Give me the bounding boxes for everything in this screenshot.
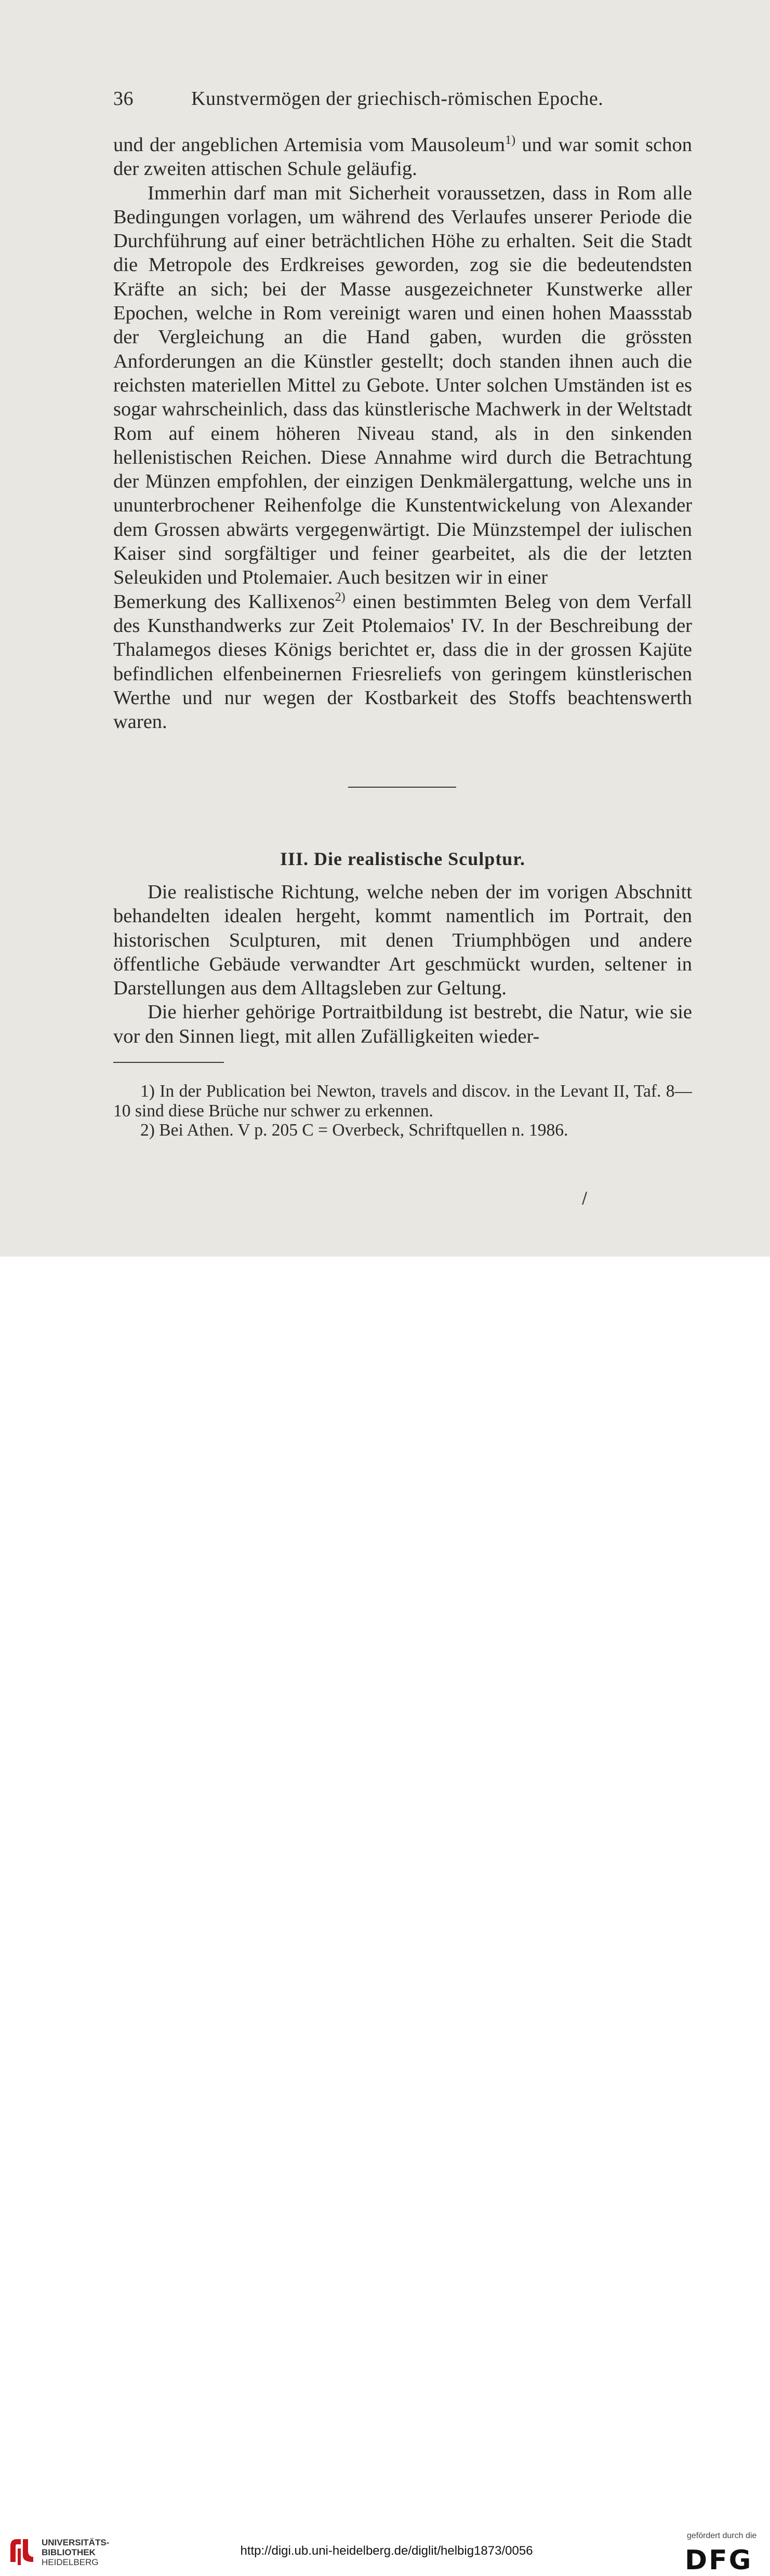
footnote-rule [113, 1062, 224, 1063]
page-number: 36 [113, 88, 134, 110]
funding-caption: gefördert durch die [687, 2531, 757, 2540]
paragraph-text: einen bestimmten Beleg von dem Verfall des Kunsthandwerks zur Zeit Ptolemaios' IV. In der Beschreibung der Thalamegos dieses Königs berichtet er, dass die in der grossen Kajüte befindlichen elfenbeinernen Friesreliefs von geringem künstlerischen Werthe und nur wegen der Kostbarkeit des Stoffs beachtenswerth waren. [113, 590, 693, 733]
paragraph-text: und der angeblichen Artemisia vom Mausoleum [113, 134, 506, 156]
footnote-mark: 1) [140, 1082, 155, 1101]
digitization-footer [0, 1257, 770, 2576]
university-library-logo-icon [7, 2535, 36, 2566]
dfg-logo: DFG [685, 2545, 753, 2576]
paragraph: Immerhin darf man mit Sicherheit voraussetzen, dass in Rom alle Bedingungen vorlagen, um während des Verlaufes unserer Periode die Durchführung auf einer beträchtlichen Höhe zu erhalten. Seit die Stadt die Metropole des Erdkreises geworden, zog sie die bedeutendsten Kräfte an sich; bei der Masse ausgezeichneter Kunstwerke aller Epochen, welche in Rom vereinigt waren und einen hohen Maassstab der Vergleichung an die Hand gaben, wurden die grössten Anforderungen an die Künstler gestellt; doch standen ihnen auch die reichsten materiellen Mittel zu Gebote. Unter solchen Umständen ist es sogar wahrscheinlich, dass das künstlerische Machwerk in der Weltstadt Rom auf einem höheren Niveau stand, als in den sinkenden hellenistischen Reichen. Diese Annahme wird durch die Betrachtung der Münzen empfohlen, der einzigen Denkmälergattung, welche uns in ununterbrochener Reihenfolge die Kunstentwickelung von Alexander dem Grossen abwärts vergegenwärtigt. Die Münzstempel der iulischen Kaiser sind sorgfältiger und feiner gearbeitet, als die der letzten Seleukiden und Ptolemaier. Auch besitzen wir in einer [113, 182, 692, 589]
footnote [113, 1121, 692, 1140]
paragraph-continued [113, 590, 692, 734]
body-text-block-1 [113, 133, 692, 734]
section-divider [348, 787, 456, 788]
library-name-line: UNIVERSITÄTS- [42, 2538, 110, 2547]
footnote [113, 1082, 692, 1121]
running-title: Kunstvermögen der griechisch-römischen Epoche. [191, 88, 604, 110]
footnote-reference: 1) [505, 133, 516, 147]
paragraph-continued [113, 133, 692, 181]
section-heading: III. Die realistische Sculptur. [280, 848, 526, 869]
scanned-page [0, 0, 770, 1257]
university-library-name [42, 2538, 109, 2567]
library-name-line: HEIDELBERG [42, 2557, 99, 2567]
footnote-mark: 2) [140, 1121, 155, 1140]
body-text-block-2 [113, 880, 692, 1048]
paragraph-text: und war somit schon der zweiten attischen Schule geläufig. [113, 134, 692, 180]
stray-pencil-mark: / [582, 1189, 588, 1207]
footnote-text: In der Publication bei Newton, travels and discov. in the Levant II, Taf. 8—10 sind diese Brüche nur schwer zu erkennen. [113, 1082, 692, 1121]
paragraph: Die hierher gehörige Portraitbildung ist bestrebt, die Natur, wie sie vor den Sinnen liegt, mit allen Zufälligkeiten wieder- [113, 1001, 692, 1047]
footnote-text: Bei Athen. V p. 205 C = Overbeck, Schriftquellen n. 1986. [154, 1121, 568, 1140]
paragraph: Die realistische Richtung, welche neben der im vorigen Abschnitt behandelten idealen hergeht, kommt namentlich im Portrait, den historischen Sculpturen, mit denen Triumphbögen und andere öffentliche Gebäude verwandter Art geschmückt wurden, seltener in Darstellungen aus dem Alltagsleben zur Geltung. [113, 881, 692, 1000]
library-name-line: BIBLIOTHEK [42, 2547, 96, 2557]
paragraph-text: Bemerkung des Kallixenos [113, 590, 335, 613]
footnotes [113, 1082, 692, 1140]
permalink-url[interactable]: http://digi.ub.uni-heidelberg.de/diglit/helbig1873/0056 [240, 2544, 533, 2558]
footnote-reference: 2) [335, 590, 346, 604]
